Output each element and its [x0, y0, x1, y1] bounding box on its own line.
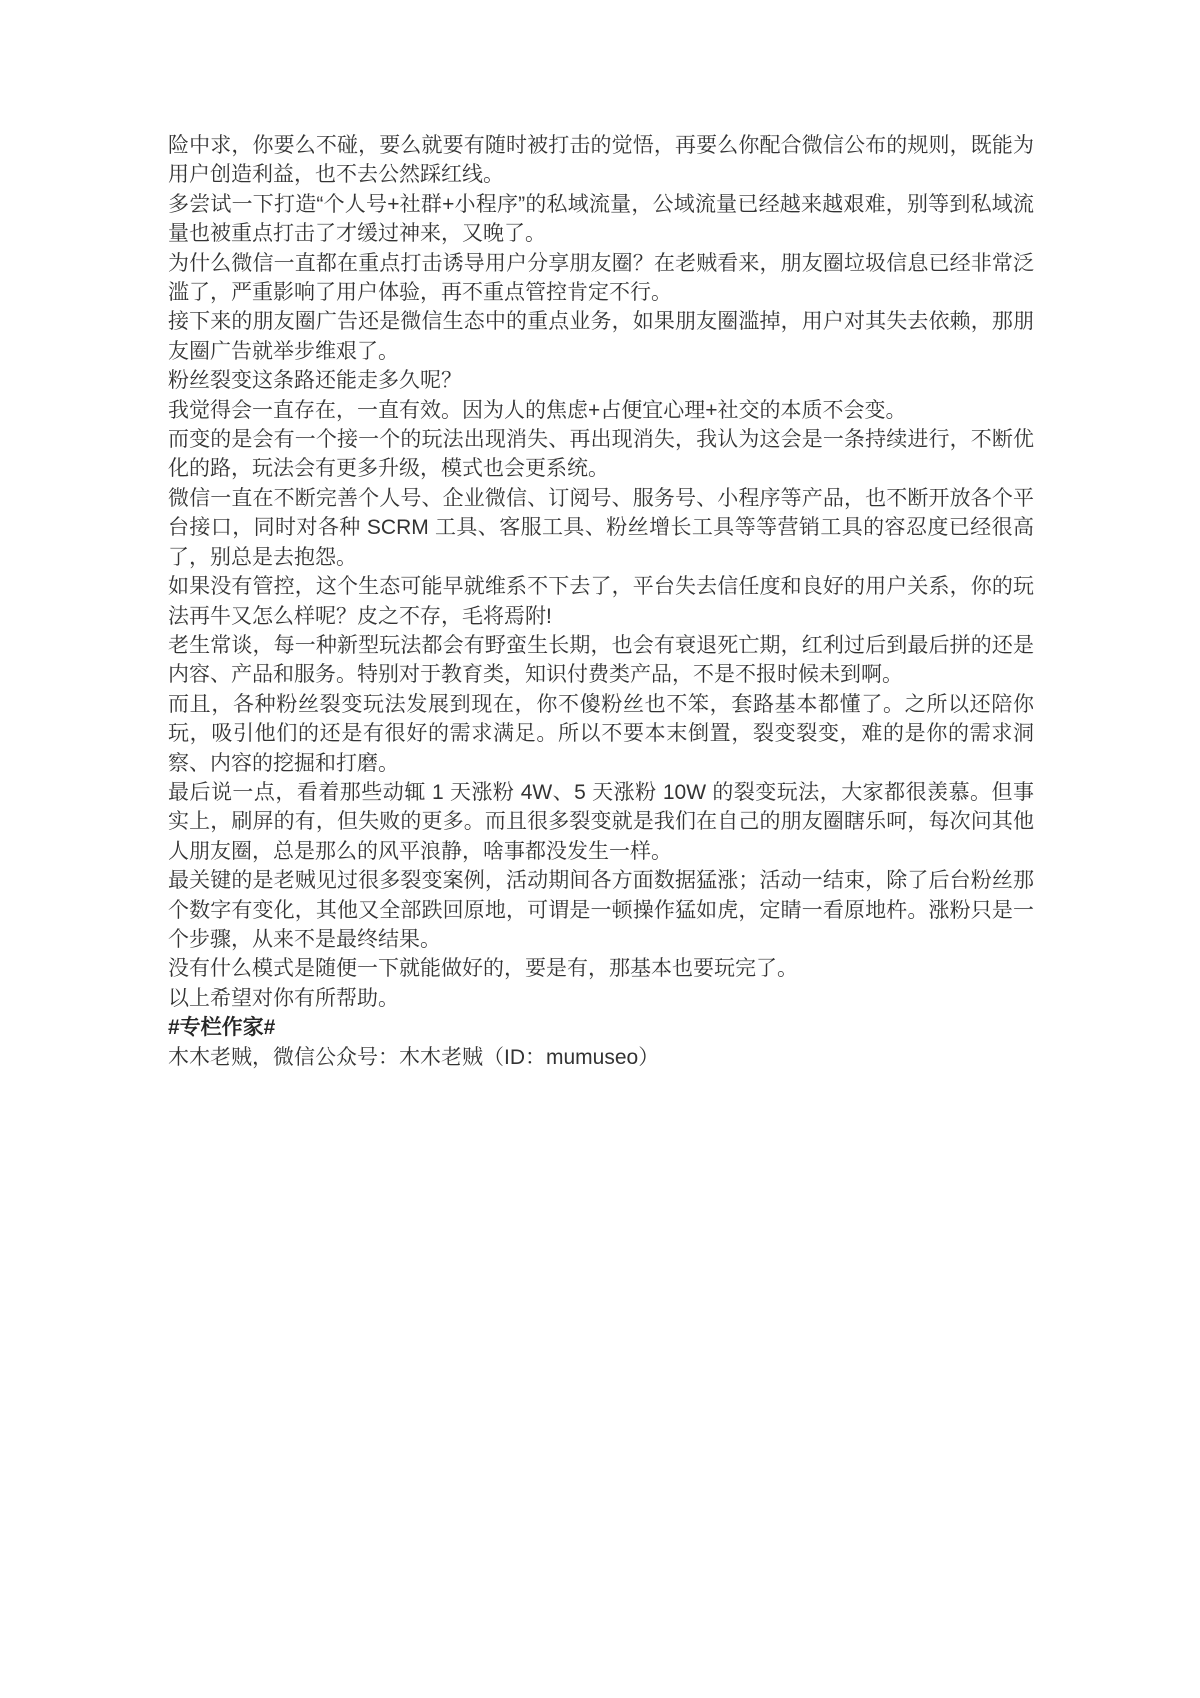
article-body [168, 131, 1034, 1072]
paragraph: 粉丝裂变这条路还能走多久呢？ [168, 369, 462, 393]
paragraph: 木木老贼，微信公众号：木木老贼（ID：mumuseo） [168, 1045, 660, 1069]
paragraph: 微信一直在不断完善个人号、企业微信、订阅号、服务号、小程序等产品，也不断开放各个平台接口，同时对各种 SCRM 工具、客服工具、粉丝增长工具等等营销工具的容忍度已经很高了，别总是去抱怨。 [168, 486, 1034, 569]
paragraph: 而且，各种粉丝裂变玩法发展到现在，你不傻粉丝也不笨，套路基本都懂了。之所以还陪你玩，吸引他们的还是有很好的需求满足。所以不要本末倒置，裂变裂变，难的是你的需求洞察、内容的挖掘和打磨。 [168, 692, 1034, 775]
paragraph: 没有什么模式是随便一下就能做好的，要是有，那基本也要玩完了。 [168, 957, 798, 981]
paragraph: 多尝试一下打造“个人号+社群+小程序”的私域流量，公域流量已经越来越艰难，别等到私域流量也被重点打击了才缓过神来，又晚了。 [168, 192, 1034, 246]
paragraph: 我觉得会一直存在，一直有效。因为人的焦虑+占便宜心理+社交的本质不会变。 [168, 398, 907, 422]
paragraph: 如果没有管控，这个生态可能早就维系不下去了，平台失去信任度和良好的用户关系，你的玩法再牛又怎么样呢？皮之不存，毛将焉附! [168, 575, 1034, 628]
paragraph: 以上希望对你有所帮助。 [168, 986, 399, 1010]
paragraph: 最关键的是老贼见过很多裂变案例，活动期间各方面数据猛涨；活动一结束，除了后台粉丝那个数字有变化，其他又全部跌回原地，可谓是一顿操作猛如虎，定睛一看原地杵。涨粉只是一个步骤，从来不是最终结果。 [168, 869, 1034, 951]
paragraph: 险中求，你要么不碰，要么就要有随时被打击的觉悟，再要么你配合微信公布的规则，既能为用户创造利益，也不去公然踩红线。 [168, 134, 1034, 187]
paragraph: 为什么微信一直都在重点打击诱导用户分享朋友圈？在老贼看来，朋友圈垃圾信息已经非常泛滥了，严重影响了用户体验，再不重点管控肯定不行。 [168, 251, 1034, 305]
paragraph: #专栏作家# [168, 1016, 276, 1040]
paragraph: 接下来的朋友圈广告还是微信生态中的重点业务，如果朋友圈滥掉，用户对其失去依赖，那朋友圈广告就举步维艰了。 [168, 310, 1034, 363]
paragraph: 最后说一点，看着那些动辄 1 天涨粉 4W、5 天涨粉 10W 的裂变玩法，大家都很羡慕。但事实上，刷屏的有，但失败的更多。而且很多裂变就是我们在自己的朋友圈瞎乐呵，每次问其他人朋友圈，总是那么的风平浪静，啥事都没发生一样。 [168, 780, 1034, 863]
paragraph: 而变的是会有一个接一个的玩法出现消失、再出现消失，我认为这会是一条持续进行，不断优化的路，玩法会有更多升级，模式也会更系统。 [168, 428, 1034, 481]
paragraph: 老生常谈，每一种新型玩法都会有野蛮生长期，也会有衰退死亡期，红利过后到最后拼的还是内容、产品和服务。特别对于教育类，知识付费类产品，不是不报时候未到啊。 [168, 633, 1034, 687]
